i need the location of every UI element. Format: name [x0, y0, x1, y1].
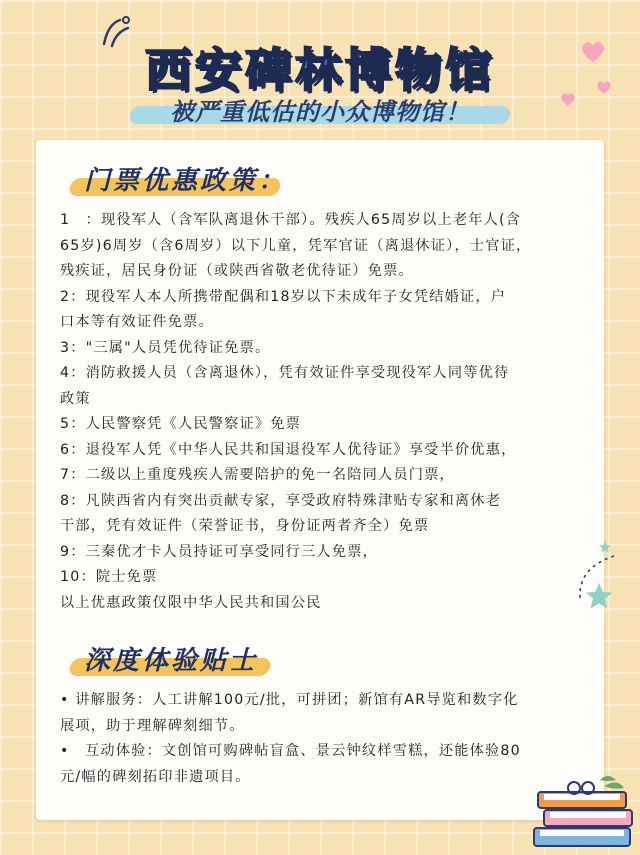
policy-line: 10：院士免票 [60, 569, 158, 585]
section-tips-header [60, 640, 320, 680]
policy-line: 3："三属"人员凭优待证免票。 [60, 339, 271, 356]
tip-line: • 互动体验：文创馆可购碑帖盲盒、景云钟纹样雪糕，还能体验80 [60, 743, 521, 759]
policy-line: 6：退役军人凭《中华人民共和国退役军人优待证》享受半价优惠， [60, 441, 517, 458]
policy-line: 7：二级以上重度残疾人需要陪护的免一名陪同人员门票， [60, 467, 455, 483]
policy-line: 65岁)6周岁（含6周岁）以下儿童，凭军官证（离退休证），士官证， [60, 237, 532, 254]
policy-line: 口本等有效证件免票。 [60, 314, 214, 330]
dotted-arc-icon [574, 548, 630, 608]
policy-line: 以上优惠政策仅限中华人民共和国公民 [60, 594, 322, 611]
policy-line: 残疾证，居民身份证（或陕西省敬老优待证）免票。 [60, 263, 414, 279]
policy-line: 政策 [60, 390, 91, 407]
subtitle-banner [130, 92, 510, 128]
page-subtitle: 被严重低估的小众博物馆！ [170, 98, 470, 126]
policy-line: 9：三秦优才卡人员持证可享受同行三人免票， [60, 543, 378, 560]
policy-line: 8：凡陕西省内有突出贡献专家，享受政府特殊津贴专家和离休老 [60, 492, 502, 509]
ticket-policy-list [60, 208, 600, 616]
policy-line: 1 ：现役军人（含军队离退休干部）。残疾人65周岁以上老年人(含 [60, 212, 522, 228]
section-title: 门票优惠政策： [84, 166, 288, 196]
policy-line: 5：人民警察凭《人民警察证》免票 [60, 416, 302, 432]
books-icon [530, 772, 638, 852]
policy-line: 2：现役军人本人所携带配偶和18岁以下未成年子女凭结婚证，户 [60, 288, 507, 305]
section-ticket-policy-header [60, 160, 320, 200]
policy-line: 干部，凭有效证件（荣誉证书，身份证两者齐全）免票 [60, 518, 430, 534]
tip-line: • 讲解服务：人工讲解100元/批，可拼团；新馆有AR导览和数字化 [60, 692, 519, 708]
section-title: 深度体验贴士 [84, 646, 259, 676]
tip-line: 展项，助于理解碑刻细节。 [60, 717, 245, 734]
tip-line: 元/幅的碑刻拓印非遗项目。 [60, 768, 251, 785]
tips-list [60, 688, 600, 790]
policy-line: 4：消防救援人员（含离退休），凭有效证件享受现役军人同等优待 [60, 365, 510, 381]
page-title: 西安碑林博物馆 [145, 43, 495, 97]
